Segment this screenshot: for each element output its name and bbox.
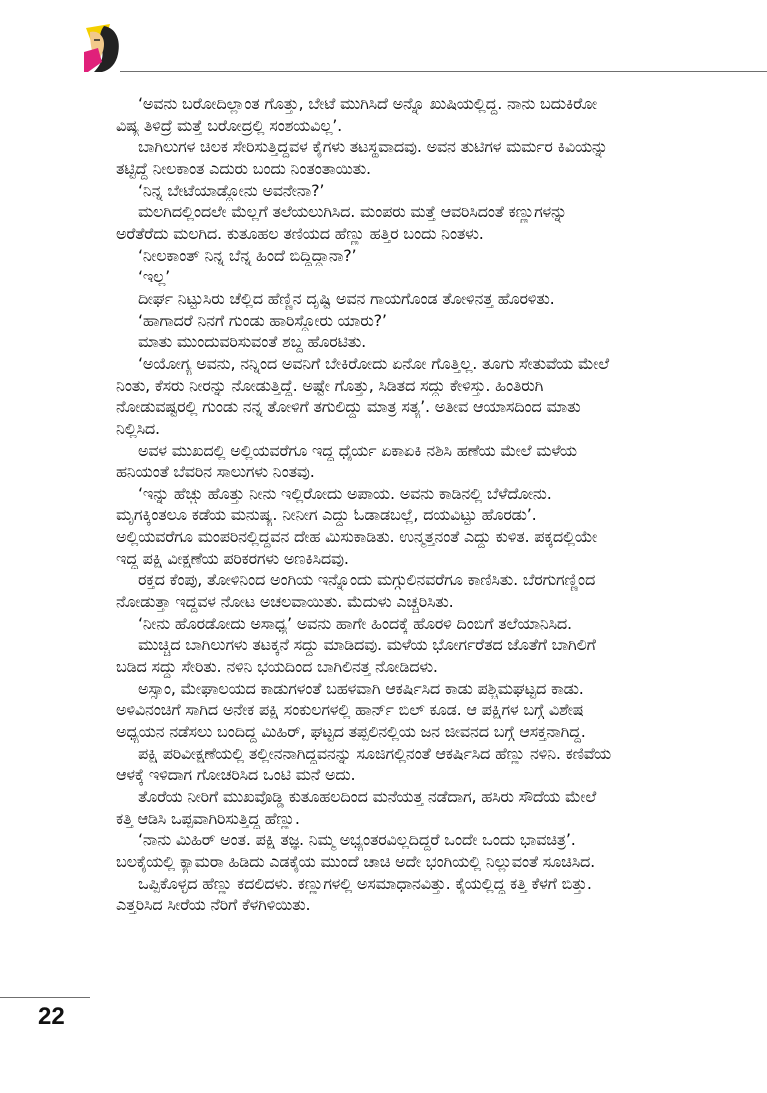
text-line: ತೊರೆಯ ನೀರಿಗೆ ಮುಖವೊಡ್ಡಿ ಕುತೂಹಲದಿಂದ ಮನೆಯತ್ತ ನಡೆದಾಗ, ಹಸಿರು ಸೌದೆಯ ಮೇಲೆ [138,787,597,806]
header-divider [120,71,767,72]
text-line: ಮೃಗಕ್ಕಿಂತಲೂ ಕಡೆಯ ಮನುಷ್ಯ. ನೀನೀಗ ಎದ್ದು ಓಡಾಡಬಲ್ಲೆ, ದಯವಿಟ್ಟು ಹೊರಡು’. [116,505,537,525]
text-line: ಅಳಿವಿನಂಚಿಗೆ ಸಾಗಿದ ಅನೇಕ ಪಕ್ಷಿ ಸಂಕುಲಗಳಲ್ಲಿ ಹಾರ್ನ್ ಬಿಲ್ ಕೂಡ. ಆ ಪಕ್ಷಿಗಳ ಬಗ್ಗೆ ವಿಶೇಷ [116,700,584,720]
text-line: ‘ಇಲ್ಲ’ [138,267,171,287]
text-line: ‘ನೀನು ಹೊರಡೋದು ಅಸಾಧ್ಯ’ ಅವನು ಹಾಗೇ ಹಿಂದಕ್ಕೆ ಹೊರಳಿ ದಿಂಬಿಗೆ ತಲೆಯಾನಿಸಿದ. [138,613,572,633]
text-line: ಬಲಕೈಯಲ್ಲಿ ಕ್ಯಾಮರಾ ಹಿಡಿದು ಎಡಕೈಯ ಮುಂದೆ ಚಾಚಿ ಅದೇ ಭಂಗಿಯಲ್ಲಿ ನಿಲ್ಲುವಂತೆ ಸೂಚಿಸಿದ. [116,851,596,871]
text-line: ಅಧ್ಯಯನ ನಡೆಸಲು ಬಂದಿದ್ದ ಮಿಹಿರ್, ಘಟ್ಟದ ತಪ್ಪಲಿನಲ್ಲಿಯ ಜನ ಜೀವನದ ಬಗ್ಗೆ ಆಸಕ್ತನಾಗಿದ್ದ. [116,722,586,742]
text-line: ನಿಂತು, ಕೆಸರು ನೀರನ್ನು ನೋಡುತ್ತಿದ್ದೆ. ಅಷ್ಟೇ ಗೊತ್ತು, ಸಿಡಿತದ ಸದ್ದು ಕೇಳಿಸ್ತು. ಹಿಂತಿರುಗಿ [116,375,544,395]
face-profile-logo-icon [84,22,122,72]
text-line: ‘ನೀಲಕಾಂತ್ ನಿನ್ನ ಬೆನ್ನ ಹಿಂದೆ ಬಿದ್ದಿದ್ದಾನಾ?’ [138,245,357,265]
text-line: ಅರೆತೆರೆದು ಮಲಗಿದ. ಕುತೂಹಲ ತಣಿಯದ ಹೆಣ್ಣು ಹತ್ತಿರ ಬಂದು ನಿಂತಳು. [116,223,484,243]
text-line: ‘ಅಯೋಗ್ಯ ಅವನು, ನನ್ನಿಂದ ಅವನಿಗೆ ಬೇಕಿರೋದು ಏನೋ ಗೊತ್ತಿಲ್ಲ. ತೂಗು ಸೇತುವೆಯ ಮೇಲೆ [138,353,609,373]
text-line: ‘ಇನ್ನು ಹೆಚ್ಚು ಹೊತ್ತು ನೀನು ಇಲ್ಲಿರೋದು ಅಪಾಯ. ಅವನು ಕಾಡಿನಲ್ಲಿ ಬೆಳೆದೋನು. [138,483,552,503]
text-line: ‘ಹಾಗಾದರೆ ನಿನಗೆ ಗುಂಡು ಹಾರಿಸ್ದೋರು ಯಾರು?’ [138,310,387,330]
text-line: ಆಳಕ್ಕೆ ಇಳಿದಾಗ ಗೋಚರಿಸಿದ ಒಂಟಿ ಮನೆ ಅದು. [116,765,356,785]
text-line: ‘ಅವನು ಬರೋದಿಲ್ಲಾಂತ ಗೊತ್ತು, ಬೇಟೆ ಮುಗಿಸಿದೆ ಅನ್ನೊ ಖುಷಿಯಲ್ಲಿದ್ದ. ನಾನು ಬದುಕಿರೋ [138,94,597,113]
text-line: ತಟ್ಟಿದ್ದೆ ನೀಲಕಾಂತ ಎದುರು ಬಂದು ನಿಂತಂತಾಯಿತು. [116,158,371,178]
text-line: ಒಪ್ಪಿಕೊಳ್ಳದ ಹೆಣ್ಣು ಕದಲಿದಳು. ಕಣ್ಣುಗಳಲ್ಲಿ ಅಸಮಾಧಾನವಿತ್ತು. ಕೈಯಲ್ಲಿದ್ದ ಕತ್ತಿ ಕೆಳಗೆ ಬಿತ್ತು. [138,873,592,893]
text-line: ವಿಷ್ಯ ತಿಳಿದ್ರೆ ಮತ್ತೆ ಬರೋದ್ರಲ್ಲಿ ಸಂಶಯವಿಲ್ಲ’. [116,115,343,135]
footer-divider [0,997,90,998]
page-number: 22 [38,1003,65,1030]
text-line: ನೋಡುತ್ತಾ ಇದ್ದವಳ ನೋಟ ಅಚಲವಾಯಿತು. ಮೆದುಳು ಎಚ್ಚರಿಸಿತು. [116,592,454,612]
text-line: ಎತ್ತರಿಸಿದ ಸೀರೆಯ ನೆರಿಗೆ ಕೆಳಗಿಳಿಯಿತು. [116,895,311,915]
text-line: ಕತ್ತಿ ಆಡಿಸಿ ಒಪ್ಪವಾಗಿರಿಸುತ್ತಿದ್ದ ಹೆಣ್ಣು. [116,808,300,828]
text-line: ಬಡಿದ ಸದ್ದು ಸೇರಿತು. ನಳಿನಿ ಭಯದಿಂದ ಬಾಗಿಲಿನತ್ತ ನೋಡಿದಳು. [116,657,438,677]
text-line: ಇದ್ದ ಪಕ್ಷಿ ವೀಕ್ಷಣೆಯ ಪರಿಕರಗಳು ಅಣಕಿಸಿದವು. [116,548,349,568]
text-line: ಮುಚ್ಚಿದ ಬಾಗಿಲುಗಳು ತಟಕ್ಕನೆ ಸದ್ದು ಮಾಡಿದವು. ಮಳೆಯ ಭೋರ್ಗರೆತದ ಜೊತೆಗೆ ಬಾಗಿಲಿಗೆ [138,635,596,655]
text-line: ಅಸ್ಸಾಂ, ಮೇಘಾಲಯದ ಕಾಡುಗಳಂತೆ ಬಹಳವಾಗಿ ಆಕರ್ಷಿಸಿದ ಕಾಡು ಪಶ್ಚಿಮಘಟ್ಟದ ಕಾಡು. [138,678,584,698]
text-line: ಮಾತು ಮುಂದುವರಿಸುವಂತೆ ಶಬ್ದ ಹೊರಟಿತು. [138,332,367,352]
text-line: ಹನಿಯಂತೆ ಬೆವರಿನ ಸಾಲುಗಳು ನಿಂತವು. [116,462,315,482]
text-line: ದೀರ್ಘ ನಿಟ್ಟುಸಿರು ಚೆಲ್ಲಿದ ಹೆಣ್ಣಿನ ದೃಷ್ಟಿ ಅವನ ಗಾಯಗೊಂಡ ತೋಳಿನತ್ತ ಹೊರಳಿತು. [138,288,555,308]
text-line: ಮಲಗಿದಲ್ಲಿಂದಲೇ ಮೆಲ್ಲಗೆ ತಲೆಯಲುಗಿಸಿದ. ಮಂಪರು ಮತ್ತೆ ಆವರಿಸಿದಂತೆ ಕಣ್ಣುಗಳನ್ನು [138,202,567,222]
text-line: ಬಾಗಿಲುಗಳ ಚಿಲಕ ಸೇರಿಸುತ್ತಿದ್ದವಳ ಕೈಗಳು ತಟಸ್ಥವಾದವು. ಅವನ ತುಟಿಗಳ ಮರ್ಮರ ಕಿವಿಯನ್ನು [138,137,608,157]
logo-graphic [84,22,122,72]
text-line: ಅಲ್ಲಿಯವರೆಗೂ ಮಂಪರಿನಲ್ಲಿದ್ದವನ ದೇಹ ಮಿಸುಕಾಡಿತು. ಉನ್ಮತ್ತನಂತೆ ಎದ್ದು ಕುಳಿತ. ಪಕ್ಕದಲ್ಲಿಯೇ [116,527,598,547]
text-line: ‘ನಾನು ಮಿಹಿರ್ ಅಂತ. ಪಕ್ಷಿ ತಜ್ಞ. ನಿಮ್ಮ ಅಭ್ಯಂತರವಿಲ್ಲದಿದ್ದರೆ ಒಂದೇ ಒಂದು ಭಾವಚಿತ್ರ’. [138,830,576,850]
text-line: ‘ನಿನ್ನ ಬೇಟೆಯಾಡ್ದೋನು ಅವನೇನಾ?’ [138,180,325,200]
article-body [116,93,752,916]
text-line: ನಿಲ್ಲಿಸಿದ. [116,418,160,438]
text-line: ನೋಡುವಷ್ಟರಲ್ಲಿ ಗುಂಡು ನನ್ನ ತೋಳಿಗೆ ತಗುಲಿದ್ದು ಮಾತ್ರ ಸತ್ಯ’. ಅತೀವ ಆಯಾಸದಿಂದ ಮಾತು [116,397,581,417]
text-line: ರಕ್ತದ ಕೆಂಪು, ತೋಳಿನಿಂದ ಅಂಗಿಯ ಇನ್ನೊಂದು ಮಗ್ಗುಲಿನವರೆಗೂ ಕಾಣಿಸಿತು. ಬೆರಗುಗಣ್ಣಿಂದ [138,570,596,590]
text-line: ಅವಳ ಮುಖದಲ್ಲಿ ಅಲ್ಲಿಯವರೆಗೂ ಇದ್ದ ಧೈರ್ಯ ಏಕಾಏಕಿ ನಶಿಸಿ ಹಣೆಯ ಮೇಲೆ ಮಳೆಯ [138,440,577,460]
text-line: ಪಕ್ಷಿ ಪರಿವೀಕ್ಷಣೆಯಲ್ಲಿ ತಲ್ಲೀನನಾಗಿದ್ದವನನ್ನು ಸೂಜಿಗಲ್ಲಿನಂತೆ ಆಕರ್ಷಿಸಿದ ಹೆಣ್ಣು ನಳಿನಿ. ಕಣಿವೆಯ [138,743,611,763]
